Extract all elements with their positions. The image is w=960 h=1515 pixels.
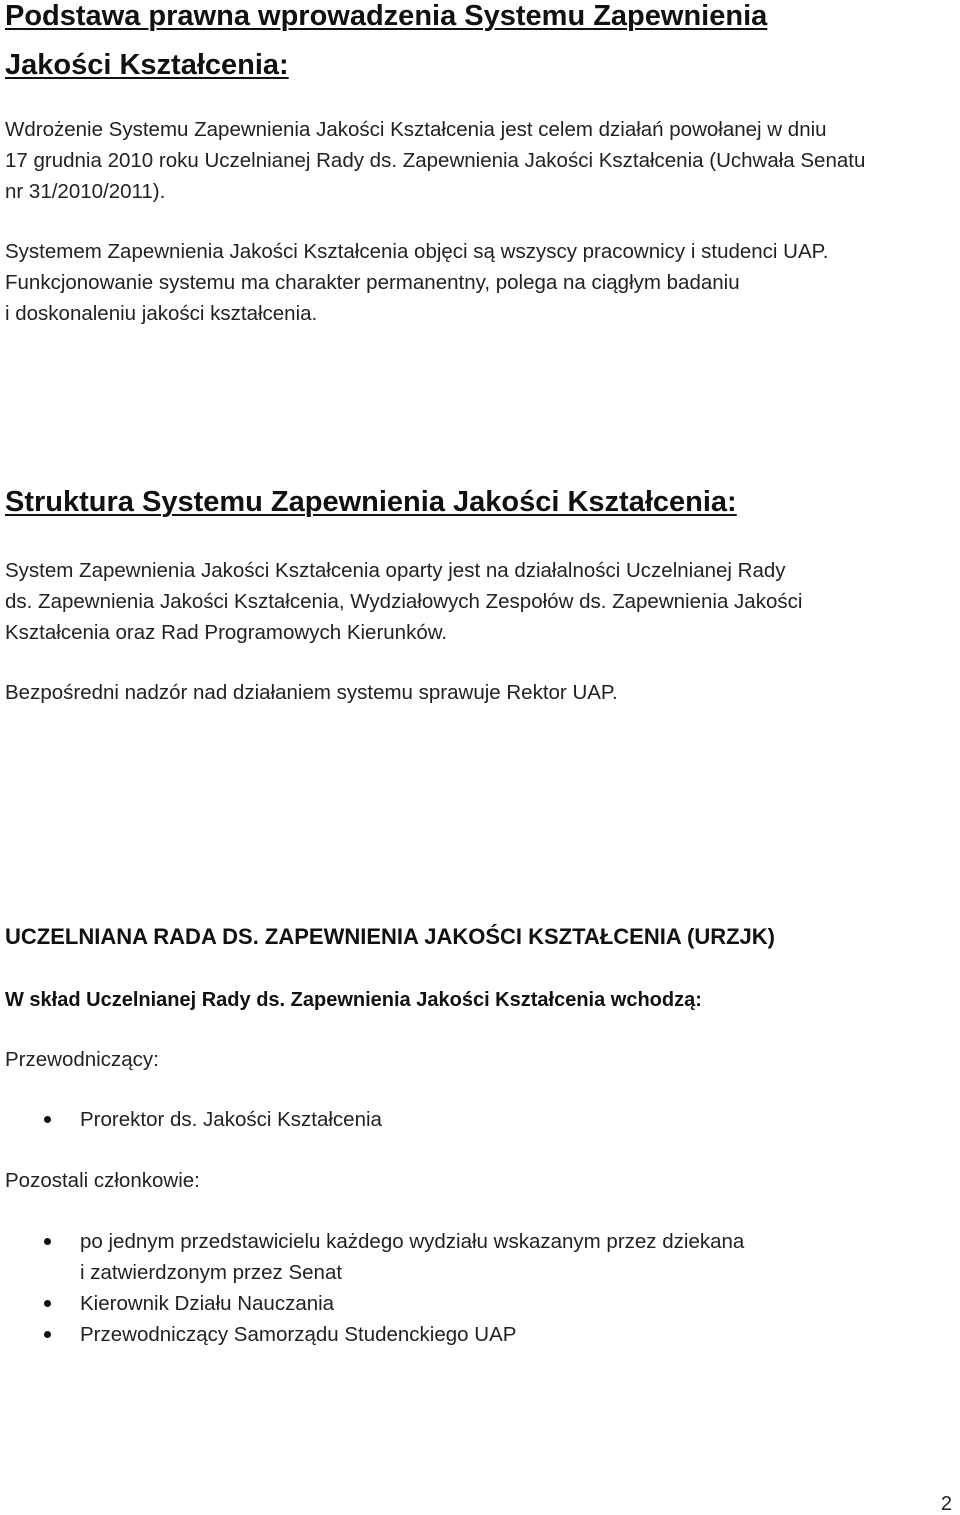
section-title-structure: Struktura Systemu Zapewnienia Jakości Kształcenia: bbox=[5, 486, 737, 518]
paragraph-implementation-line1: Wdrożenie Systemu Zapewnienia Jakości Kształcenia jest celem działań powołanej w dniu bbox=[5, 118, 827, 141]
bullet-icon bbox=[44, 1238, 51, 1245]
list-item bbox=[0, 1288, 744, 1319]
paragraph-structure-line1: System Zapewnienia Jakości Kształcenia oparty jest na działalności Uczelnianej Rady bbox=[5, 559, 786, 582]
list-item bbox=[0, 1319, 744, 1350]
chair-label: Przewodniczący: bbox=[5, 1048, 159, 1071]
list-item bbox=[0, 1104, 382, 1135]
paragraph-scope-line1: Systemem Zapewnienia Jakości Kształcenia objęci są wszyscy pracownicy i studenci UAP. bbox=[5, 240, 829, 263]
list-item-text: po jednym przedstawicielu każdego wydziału wskazanym przez dziekana bbox=[80, 1230, 745, 1253]
members-list bbox=[0, 1226, 744, 1350]
paragraph-structure-line3: Kształcenia oraz Rad Programowych Kierunków. bbox=[5, 621, 448, 644]
paragraph-implementation-line3: nr 31/2010/2011). bbox=[5, 180, 166, 203]
paragraph-implementation-line2: 17 grudnia 2010 roku Uczelnianej Rady ds. Zapewnienia Jakości Kształcenia (Uchwała Senatu bbox=[5, 149, 866, 172]
page-number: 2 bbox=[940, 1493, 952, 1515]
bullet-icon bbox=[44, 1300, 51, 1307]
list-item-text-continued: i zatwierdzonym przez Senat bbox=[80, 1261, 343, 1284]
section-title-urzjk: UCZELNIANA RADA DS. ZAPEWNIENIA JAKOŚCI KSZTAŁCENIA (URZJK) bbox=[5, 924, 775, 949]
paragraph-supervision: Bezpośredni nadzór nad działaniem systemu sprawuje Rektor UAP. bbox=[5, 681, 618, 704]
list-item-text: Przewodniczący Samorządu Studenckiego UAP bbox=[80, 1323, 517, 1346]
list-item-text: Kierownik Działu Nauczania bbox=[80, 1292, 335, 1315]
bullet-icon bbox=[44, 1331, 51, 1338]
section-title-legal-basis-line2: Jakości Kształcenia: bbox=[5, 49, 289, 81]
list-item bbox=[0, 1226, 744, 1288]
section-title-legal-basis-line1: Podstawa prawna wprowadzenia Systemu Zapewnienia bbox=[5, 0, 768, 32]
paragraph-scope-line3: i doskonaleniu jakości kształcenia. bbox=[5, 302, 318, 325]
composition-heading: W skład Uczelnianej Rady ds. Zapewnienia Jakości Kształcenia wchodzą: bbox=[5, 989, 702, 1011]
bullet-icon bbox=[44, 1116, 51, 1123]
paragraph-scope-line2: Funkcjonowanie systemu ma charakter permanentny, polega na ciągłym badaniu bbox=[5, 271, 740, 294]
chair-list bbox=[0, 1104, 382, 1135]
list-item-text: Prorektor ds. Jakości Kształcenia bbox=[80, 1108, 382, 1131]
members-label: Pozostali członkowie: bbox=[5, 1169, 200, 1192]
paragraph-structure-line2: ds. Zapewnienia Jakości Kształcenia, Wydziałowych Zespołów ds. Zapewnienia Jakości bbox=[5, 590, 803, 613]
